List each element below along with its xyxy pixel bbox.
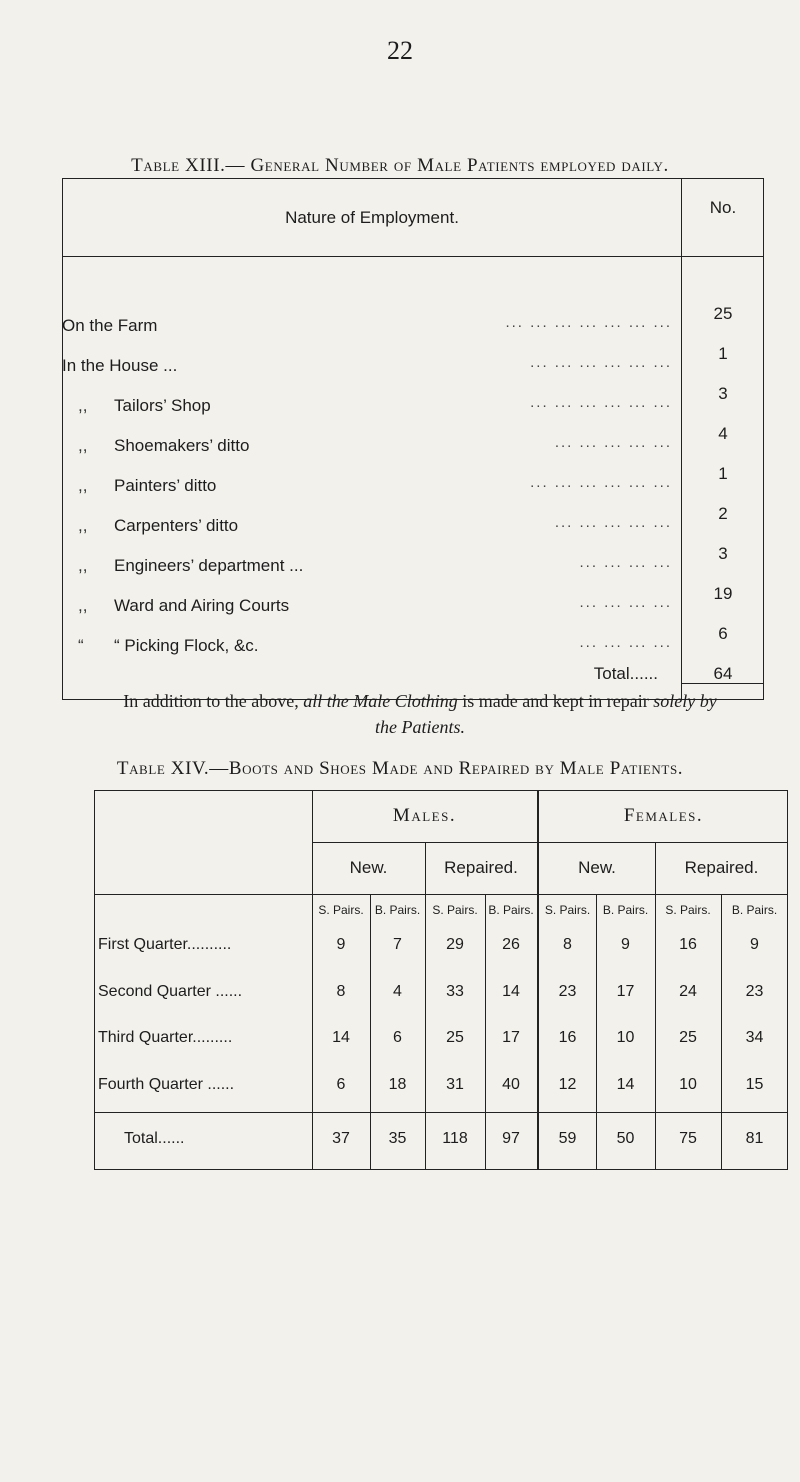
females-repaired-header: Repaired. — [684, 858, 759, 877]
table-cell: 6 — [393, 1029, 402, 1046]
total-cell: 81 — [745, 1130, 764, 1147]
unit-label: B. Pairs. — [602, 903, 649, 917]
males-new-header: New. — [349, 858, 388, 877]
nature-of-employment-header: Nature of Employment. — [285, 208, 459, 227]
table-cell: 18 — [388, 1076, 407, 1093]
table-cell: 10 — [616, 1029, 635, 1046]
table-14 — [94, 790, 788, 1170]
row-label-fourth-quarter: Fourth Quarter ...... — [98, 1076, 235, 1093]
total-label: Total...... — [593, 664, 658, 683]
total-label: Total...... — [124, 1130, 185, 1147]
employment-label: ,, Carpenters’ ditto — [78, 516, 239, 535]
table-row: ,, Engineers’ department ... ... ... ... ... 3 — [62, 556, 764, 596]
page-number: 22 — [387, 36, 413, 65]
table-14-caption: Table XIV.—Boots and Shoes Made and Repaired by Male Patients. — [116, 758, 684, 779]
table-cell: 17 — [502, 1029, 520, 1046]
total-cell: 118 — [442, 1130, 468, 1147]
females-new-header: New. — [578, 858, 616, 877]
number-header: No. — [709, 198, 737, 217]
table-row: ,, Ward and Airing Courts ... ... ... ... 19 — [62, 596, 764, 636]
table-cell: 4 — [393, 983, 402, 1000]
table-cell: 10 — [679, 1076, 697, 1093]
table-cell: 14 — [616, 1076, 635, 1093]
unit-label: S. Pairs. — [318, 903, 364, 917]
table-cell: 7 — [393, 936, 402, 953]
employment-label: ,, Painters’ ditto — [78, 476, 217, 495]
table-cell: 26 — [502, 936, 520, 953]
table-cell: 31 — [446, 1076, 464, 1093]
table-13-caption-prefix: Table XIII. — [131, 155, 226, 176]
employment-count: 1 — [718, 464, 728, 483]
table-cell: 23 — [558, 983, 577, 1000]
table-row: ,, Tailors’ Shop ... ... ... ... ... ... 3 — [62, 396, 764, 436]
table-cell: 25 — [679, 1029, 697, 1046]
employment-count: 4 — [718, 424, 728, 443]
table-cell: 9 — [750, 936, 759, 953]
unit-label: S. Pairs. — [665, 903, 711, 917]
employment-label: ,, Tailors’ Shop — [78, 396, 211, 415]
total-cell: 59 — [558, 1130, 577, 1147]
employment-count: 2 — [718, 504, 728, 523]
table-cell: 8 — [336, 983, 346, 1000]
unit-label: S. Pairs. — [544, 903, 591, 917]
males-repaired-header: Repaired. — [444, 858, 518, 877]
table-cell: 14 — [332, 1029, 350, 1046]
note-paragraph: In addition to the above, all the Male Clothing is made and kept in repair solely by the Patients. — [123, 691, 717, 737]
table-cell: 12 — [558, 1076, 577, 1093]
employment-count: 3 — [718, 544, 728, 563]
employment-label: ,, Engineers’ department ... — [78, 556, 304, 575]
table-cell: 16 — [679, 936, 697, 953]
table-row: ,, Painters’ ditto ... ... ... ... ... ... 1 — [62, 476, 764, 516]
females-header: Females. — [623, 805, 704, 826]
table-cell: 33 — [446, 983, 464, 1000]
total-cell: 37 — [332, 1130, 350, 1147]
table-cell: 25 — [446, 1029, 464, 1046]
table-cell: 8 — [563, 936, 572, 953]
employment-label: On the Farm — [62, 316, 158, 335]
total-value: 64 — [713, 664, 733, 683]
unit-label: B. Pairs. — [374, 903, 421, 917]
row-label-second-quarter: Second Quarter ...... — [98, 983, 243, 1000]
employment-count: 6 — [718, 624, 728, 643]
table-cell: 9 — [336, 936, 346, 953]
table-cell: 17 — [616, 983, 635, 1000]
table-cell: 40 — [502, 1076, 520, 1093]
table-13 — [62, 178, 764, 700]
employment-count: 25 — [713, 304, 733, 323]
table-13-caption — [0, 155, 800, 177]
table-cell: 29 — [446, 936, 464, 953]
males-header: Males. — [392, 805, 457, 826]
table-cell: 9 — [621, 936, 630, 953]
table-cell: 23 — [745, 983, 764, 1000]
table-cell: 24 — [679, 983, 697, 1000]
unit-label: B. Pairs. — [731, 903, 778, 917]
total-cell: 50 — [616, 1130, 635, 1147]
table-row: ,, Shoemakers’ ditto ... ... ... ... ... 4 — [62, 436, 764, 476]
table-cell: 6 — [336, 1076, 346, 1093]
unit-label: B. Pairs. — [488, 903, 534, 917]
employment-label: “ “ Picking Flock, &c. — [78, 636, 259, 655]
table-cell: 15 — [745, 1076, 764, 1093]
employment-label: ,, Ward and Airing Courts — [78, 596, 290, 615]
table-cell: 34 — [745, 1029, 764, 1046]
row-label-first-quarter: First Quarter.......... — [98, 936, 232, 953]
unit-label: S. Pairs. — [432, 903, 478, 917]
employment-count: 1 — [718, 344, 728, 363]
table-row: ,, Carpenters’ ditto ... ... ... ... ... 2 — [62, 516, 764, 556]
table-cell: 16 — [558, 1029, 577, 1046]
row-label-third-quarter: Third Quarter......... — [98, 1029, 233, 1046]
employment-count: 3 — [718, 384, 728, 403]
employment-count: 19 — [713, 584, 733, 603]
table-row: In the House ... ... ... ... ... ... ... 1 — [62, 356, 764, 396]
table-row: On the Farm ... ... ... ... ... ... ... 25 — [62, 316, 764, 356]
table-row: “ “ Picking Flock, &c. ... ... ... ... 6 — [62, 636, 764, 676]
total-cell: 35 — [388, 1130, 407, 1147]
employment-label: ,, Shoemakers’ ditto — [78, 436, 250, 455]
table-cell: 14 — [502, 983, 520, 1000]
total-cell: 97 — [502, 1130, 520, 1147]
table-13-caption-text: — General Number of Male Patients employed daily. — [225, 155, 669, 176]
employment-label: In the House ... — [62, 356, 178, 375]
total-cell: 75 — [679, 1130, 697, 1147]
